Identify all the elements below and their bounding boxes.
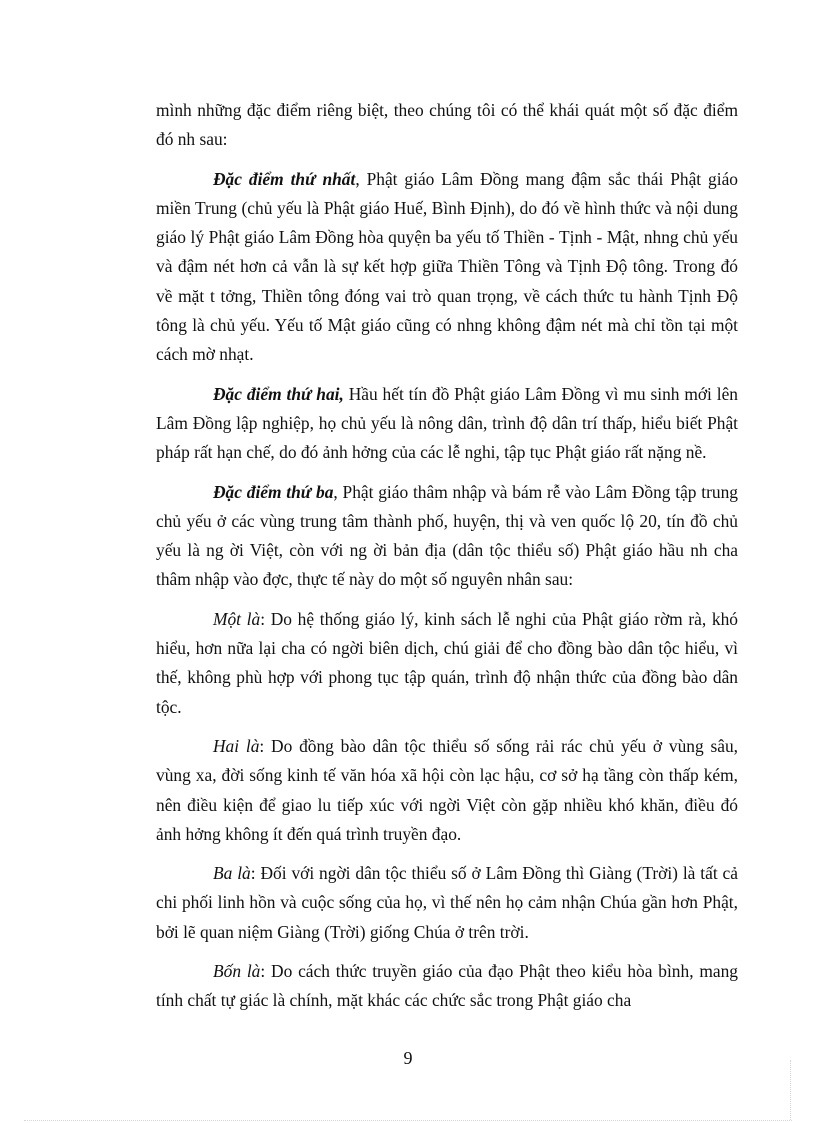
paragraph-text: : Do đồng bào dân tộc thiểu số sống rải rác chủ yếu ở vùng sâu, vùng xa, đời sống kinh tế văn hóa xã hội còn lạc hậu, cơ sở hạ tầng còn thấp kém, nên điều kiện để giao lu tiếp xúc với ngời Việt còn gặp nhiều khó khăn, điều đó ảnh hởng không ít đến quá trình truyền đạo. (156, 735, 738, 844)
paragraph-heading: Một là (213, 608, 261, 629)
paragraph-heading: Ba là (213, 863, 251, 884)
paragraph-heading: Đặc điểm thứ ba (213, 481, 334, 502)
paragraph-dac-diem-thu-hai (156, 380, 738, 468)
paragraph-dac-diem-thu-nhat (156, 165, 738, 370)
paragraph-hai-la (156, 732, 738, 849)
page-right-border (790, 1060, 791, 1120)
paragraph-bon-la (156, 957, 738, 1016)
paragraph-heading: Đặc điểm thứ hai, (213, 383, 344, 404)
page-number: 9 (403, 1048, 413, 1068)
paragraph-text: mình những đặc điểm riêng biệt, theo chúng tôi có thể khái quát một số đặc điểm đó nh sau: (156, 100, 738, 150)
paragraph-text: , Phật giáo thâm nhập và bám rễ vào Lâm Đồng tập trung chủ yếu ở các vùng trung tâm thành phố, huyện, thị và ven quốc lộ 20, tín đồ chủ yếu là ng ời Việt, còn với ng ời bản địa (dân tộc thiểu số) Phật giáo hầu nh cha thâm nhập vào đợc, thực tế này do một số nguyên nhân sau: (156, 481, 738, 590)
paragraph-text: , Phật giáo Lâm Đồng mang đậm sắc thái Phật giáo miền Trung (chủ yếu là Phật giáo Huế, Bình Định), do đó về hình thức và nội dung giáo lý Phật giáo Lâm Đồng hòa quyện ba yếu tố Thiền - Tịnh - Mật, nhng chủ yếu và đậm nét hơn cả vẫn là sự kết hợp giữa Thiền Tông và Tịnh Độ tông. Trong đó về mặt t tởng, Thiền tông đóng vai trò quan trọng, về cách thức tu hành Tịnh Độ tông là chủ yếu. Yếu tố Mật giáo cũng có nhng không đậm nét mà chỉ tồn tại một cách mờ nhạt. (156, 168, 738, 365)
paragraph-mot-la (156, 605, 738, 722)
body-text (156, 96, 738, 1026)
paragraph-text: : Đối với ngời dân tộc thiểu số ở Lâm Đồng thì Giàng (Trời) là tất cả chi phối linh hồn và cuộc sống của họ, vì thế nên họ cảm nhận Chúa gần hơn Phật, bởi lẽ quan niệm Giàng (Trời) giống Chúa ở trên trời. (156, 863, 738, 942)
paragraph-heading: Đặc điểm thứ nhất (213, 168, 356, 189)
paragraph-heading: Bốn là (213, 961, 261, 982)
paragraph-heading: Hai là (213, 735, 260, 756)
paragraph-text: Hầu hết tín đồ Phật giáo Lâm Đồng vì mu sinh mới lên Lâm Đồng lập nghiệp, họ chủ yếu là nông dân, trình độ dân trí thấp, hiểu biết Phật pháp rất hạn chế, do đó ảnh hởng của các lễ nghi, tập tục Phật giáo rất nặng nề. (156, 383, 738, 463)
paragraph-dac-diem-thu-ba (156, 478, 738, 595)
paragraph-continuation (156, 96, 738, 155)
paragraph-text: : Do cách thức truyền giáo của đạo Phật theo kiểu hòa bình, mang tính chất tự giác là chính, mặt khác các chức sắc trong Phật giáo cha (156, 961, 738, 1011)
paragraph-ba-la (156, 859, 738, 947)
paragraph-text: : Do hệ thống giáo lý, kinh sách lễ nghi của Phật giáo rờm rà, khó hiểu, hơn nữa lại cha có ngời biên dịch, chú giải để cho đồng bào dân tộc hiểu, vì thế, không phù hợp với phong tục tập quán, trình độ nhận thức của đồng bào dân tộc. (156, 608, 738, 717)
page-bottom-border (24, 1120, 792, 1121)
